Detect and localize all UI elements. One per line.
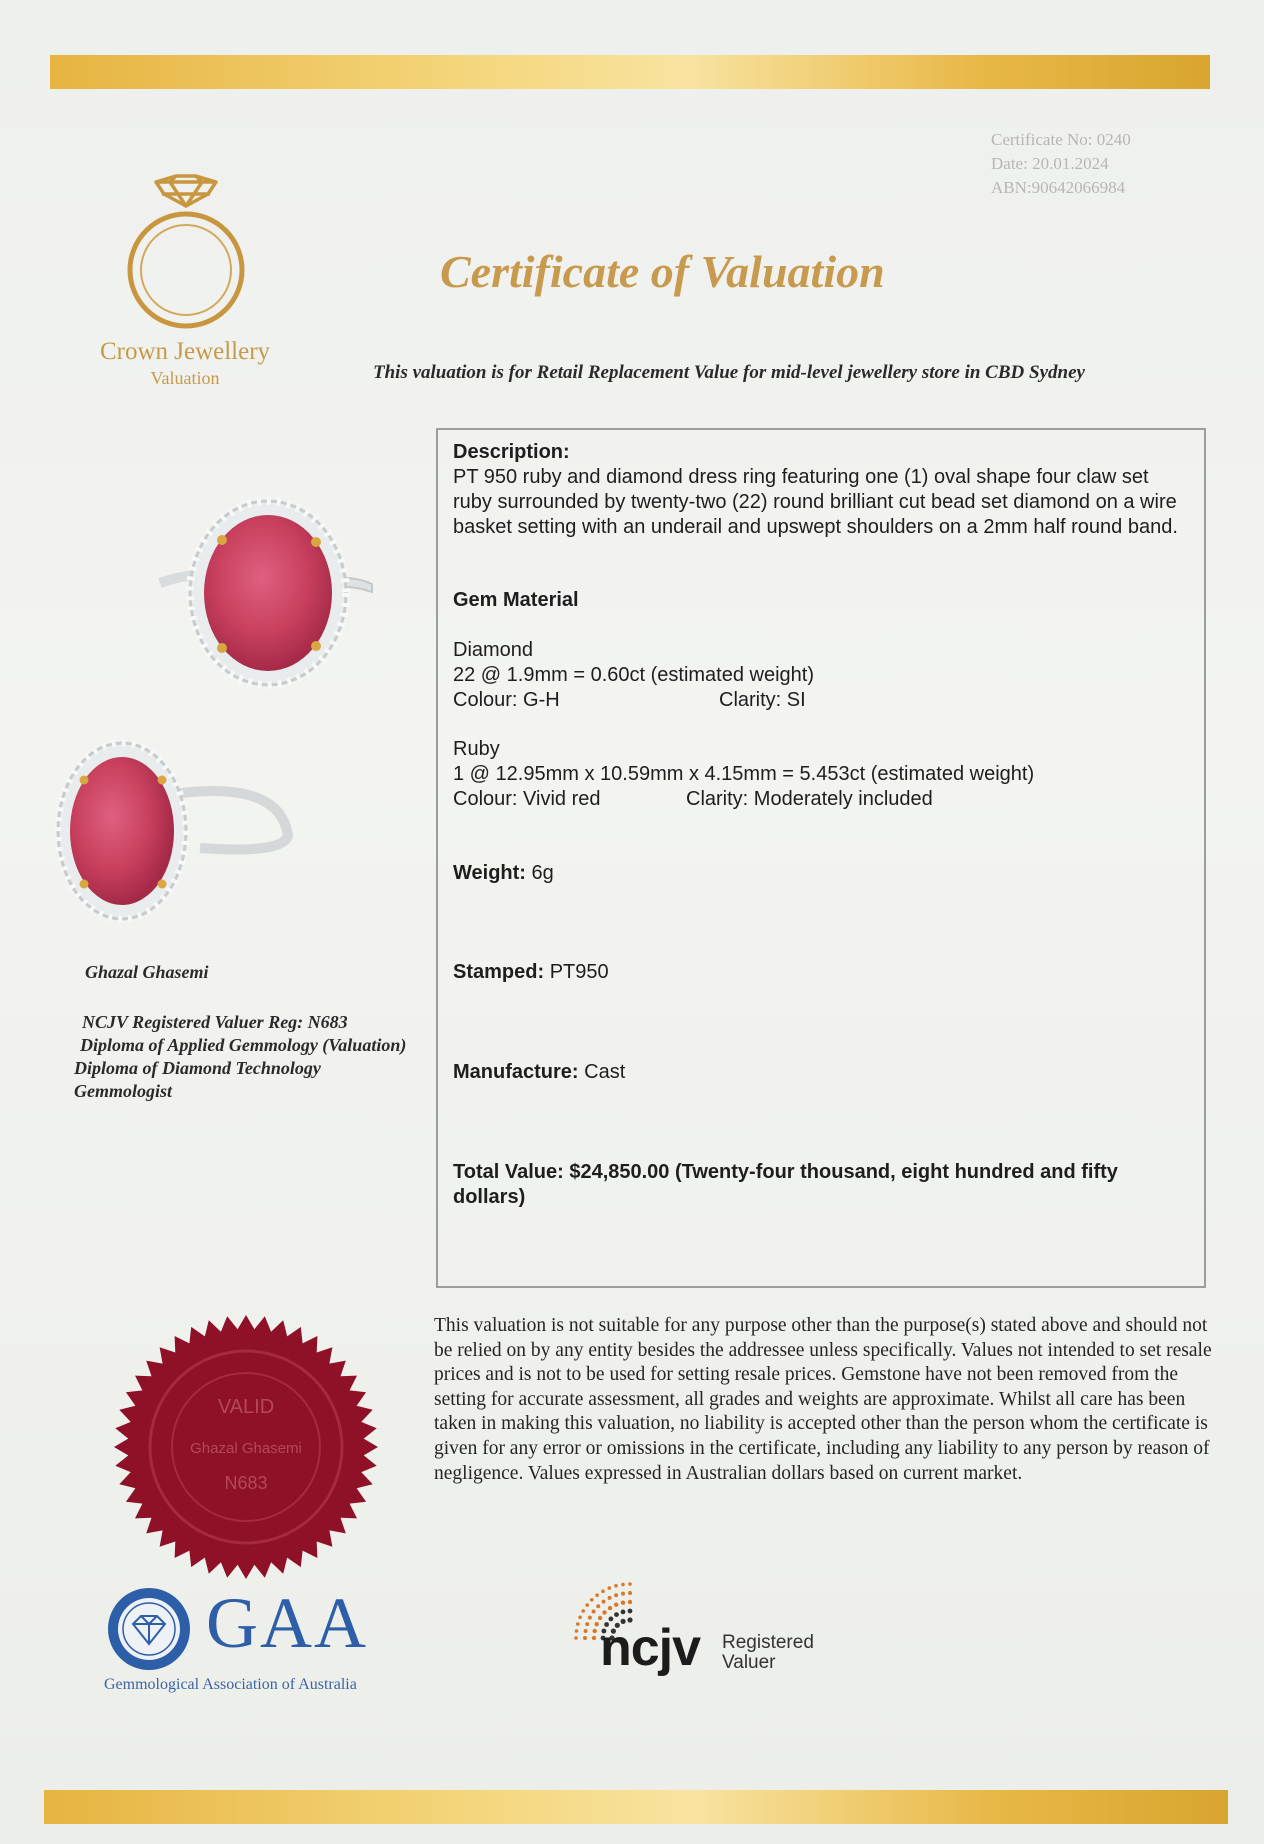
ncjv-dot (614, 1593, 618, 1597)
gaa-emblem-icon (106, 1586, 192, 1672)
ruby-clarity: Clarity: Moderately included (686, 788, 933, 810)
ncjv-dot (592, 1636, 596, 1640)
seal-text-reg: N683 (224, 1473, 268, 1493)
company-subname: Valuation (150, 368, 220, 388)
weight-row (453, 861, 1188, 886)
stamped-label: Stamped: (453, 961, 545, 983)
company-name: Crown Jewellery (99, 338, 271, 365)
certificate-number: Certificate No: 0240 (991, 130, 1131, 149)
ncjv-dot (608, 1586, 612, 1590)
ncjv-dot (602, 1600, 606, 1604)
disclaimer-text: This valuation is not suitable for any purpose other than the purpose(s) stated above and should not be relied on by any entity besides the addressee unless specifically. Values not intended to set resale prices and is not to be used for setting resale prices. Gemstone have not been removed from the setting for accurate assessment, all grades and weights are approximate. Whilst all care has been taken in making this valuation, no liability is accepted other than the person whom the certificate is given for any error or omissions in the certificate, including any liability to any person by reason of negligence. Values expressed in Australian dollars based on current market. (434, 1315, 1212, 1484)
ncjv-dot (585, 1603, 589, 1607)
seal-text-valid: VALID (217, 1396, 275, 1418)
company-logo-text (60, 338, 310, 389)
valuer-credential: Diploma of Diamond Technology (74, 1058, 321, 1078)
ncjv-dot (578, 1616, 582, 1620)
ncjv-dot (590, 1598, 594, 1602)
ncjv-logo-text: ncjv (600, 1619, 701, 1677)
ncjv-dot (621, 1583, 625, 1587)
weight-label: Weight: (453, 862, 526, 884)
total-value-label: Total Value: (453, 1161, 564, 1183)
valuer-credential: Diploma of Applied Gemmology (Valuation) (80, 1035, 407, 1055)
bottom-gold-border (44, 1790, 1228, 1824)
gaa-acronym: GAA (206, 1583, 368, 1663)
description-text: PT 950 ruby and diamond dress ring featuring one (1) oval shape four claw set ruby surrounded by twenty-two (22) round brilliant cut bead set diamond on a wire basket setting with an underail and upswept shoulders on a 2mm half round band. (453, 466, 1178, 538)
ncjv-dot (583, 1636, 587, 1640)
total-value-row (453, 1160, 1188, 1210)
diamond-detail: 22 @ 1.9mm = 0.60ct (estimated weight) (453, 664, 815, 686)
gaa-caption: Gemmological Association of Australia (104, 1676, 357, 1693)
ncjv-dot (628, 1582, 632, 1586)
ncjv-dot (608, 1596, 612, 1600)
crown-ring-logo-icon (118, 172, 254, 332)
ncjv-dot (621, 1610, 626, 1615)
ncjv-dot (602, 1610, 606, 1614)
description-section (453, 440, 1188, 540)
diamond-name: Diamond (453, 639, 534, 661)
ncjv-dot (596, 1604, 600, 1608)
valuer-credential: Gemmologist (74, 1081, 172, 1101)
ncjv-dot (575, 1629, 579, 1633)
ruby-ring-side-image (50, 736, 295, 926)
ncjv-dot (614, 1584, 618, 1588)
manufacture-row (453, 1060, 1188, 1085)
ncjv-valuer: Valuer (722, 1652, 776, 1673)
ncjv-registered-valuer (722, 1633, 814, 1673)
ncjv-dot (595, 1593, 599, 1597)
ncjv-dot (576, 1622, 580, 1626)
ncjv-dot (614, 1612, 619, 1617)
manufacture-value: Cast (584, 1061, 626, 1083)
ncjv-dot (628, 1609, 633, 1614)
ncjv-dot (601, 1589, 605, 1593)
description-heading: Description: (453, 441, 570, 463)
valuer-credential: NCJV Registered Valuer Reg: N683 (82, 1012, 348, 1032)
page-title: Certificate of Valuation (440, 246, 885, 297)
description-box (436, 428, 1206, 1288)
ncjv-dot (574, 1636, 578, 1640)
ncjv-dot (628, 1591, 632, 1595)
valuer-info (72, 962, 406, 1103)
top-gold-border (50, 55, 1210, 89)
ruby-ring-front-image (150, 488, 380, 708)
ncjv-dot (588, 1616, 592, 1620)
ncjv-dot (621, 1592, 625, 1596)
ncjv-dot (585, 1622, 589, 1626)
ncjv-dot (595, 1622, 599, 1626)
ncjv-dot (592, 1610, 596, 1614)
ncjv-dot (614, 1603, 618, 1607)
ruby-detail: 1 @ 12.95mm x 10.59mm x 4.15mm = 5.453ct (estimated weight) (453, 763, 1035, 785)
certificate-info (991, 128, 1131, 200)
ruby-name: Ruby (453, 738, 500, 760)
valuation-purpose: This valuation is for Retail Replacement Value for mid-level jewellery store in CBD Sydney (373, 362, 1085, 383)
stamped-row (453, 960, 1188, 985)
ruby-colour: Colour: Vivid red (453, 788, 601, 810)
stamped-value: PT950 (549, 961, 609, 983)
ncjv-dot (608, 1606, 612, 1610)
ncjv-dot (584, 1629, 588, 1633)
ncjv-dot (621, 1601, 625, 1605)
ncjv-dot (628, 1600, 632, 1604)
valuer-name: Ghazal Ghasemi (85, 962, 209, 982)
seal-text-name: Ghazal Ghasemi (190, 1440, 302, 1457)
red-wax-seal-icon (112, 1313, 380, 1581)
ruby-section (453, 737, 1188, 812)
total-value-amount: $24,850.00 (Twenty-four thousand, eight hundred and fifty dollars) (453, 1161, 1118, 1208)
diamond-section (453, 638, 1188, 713)
gem-material-heading: Gem Material (453, 589, 579, 611)
certificate-abn: ABN:90642066984 (991, 178, 1126, 197)
certificate-date: Date: 20.01.2024 (991, 154, 1109, 173)
ncjv-registered: Registered (722, 1632, 814, 1653)
weight-value: 6g (531, 862, 554, 884)
ncjv-dot (593, 1629, 597, 1633)
diamond-clarity: Clarity: SI (719, 689, 806, 711)
ncjv-dot (581, 1609, 585, 1613)
manufacture-label: Manufacture: (453, 1061, 579, 1083)
diamond-colour: Colour: G-H (453, 689, 560, 711)
